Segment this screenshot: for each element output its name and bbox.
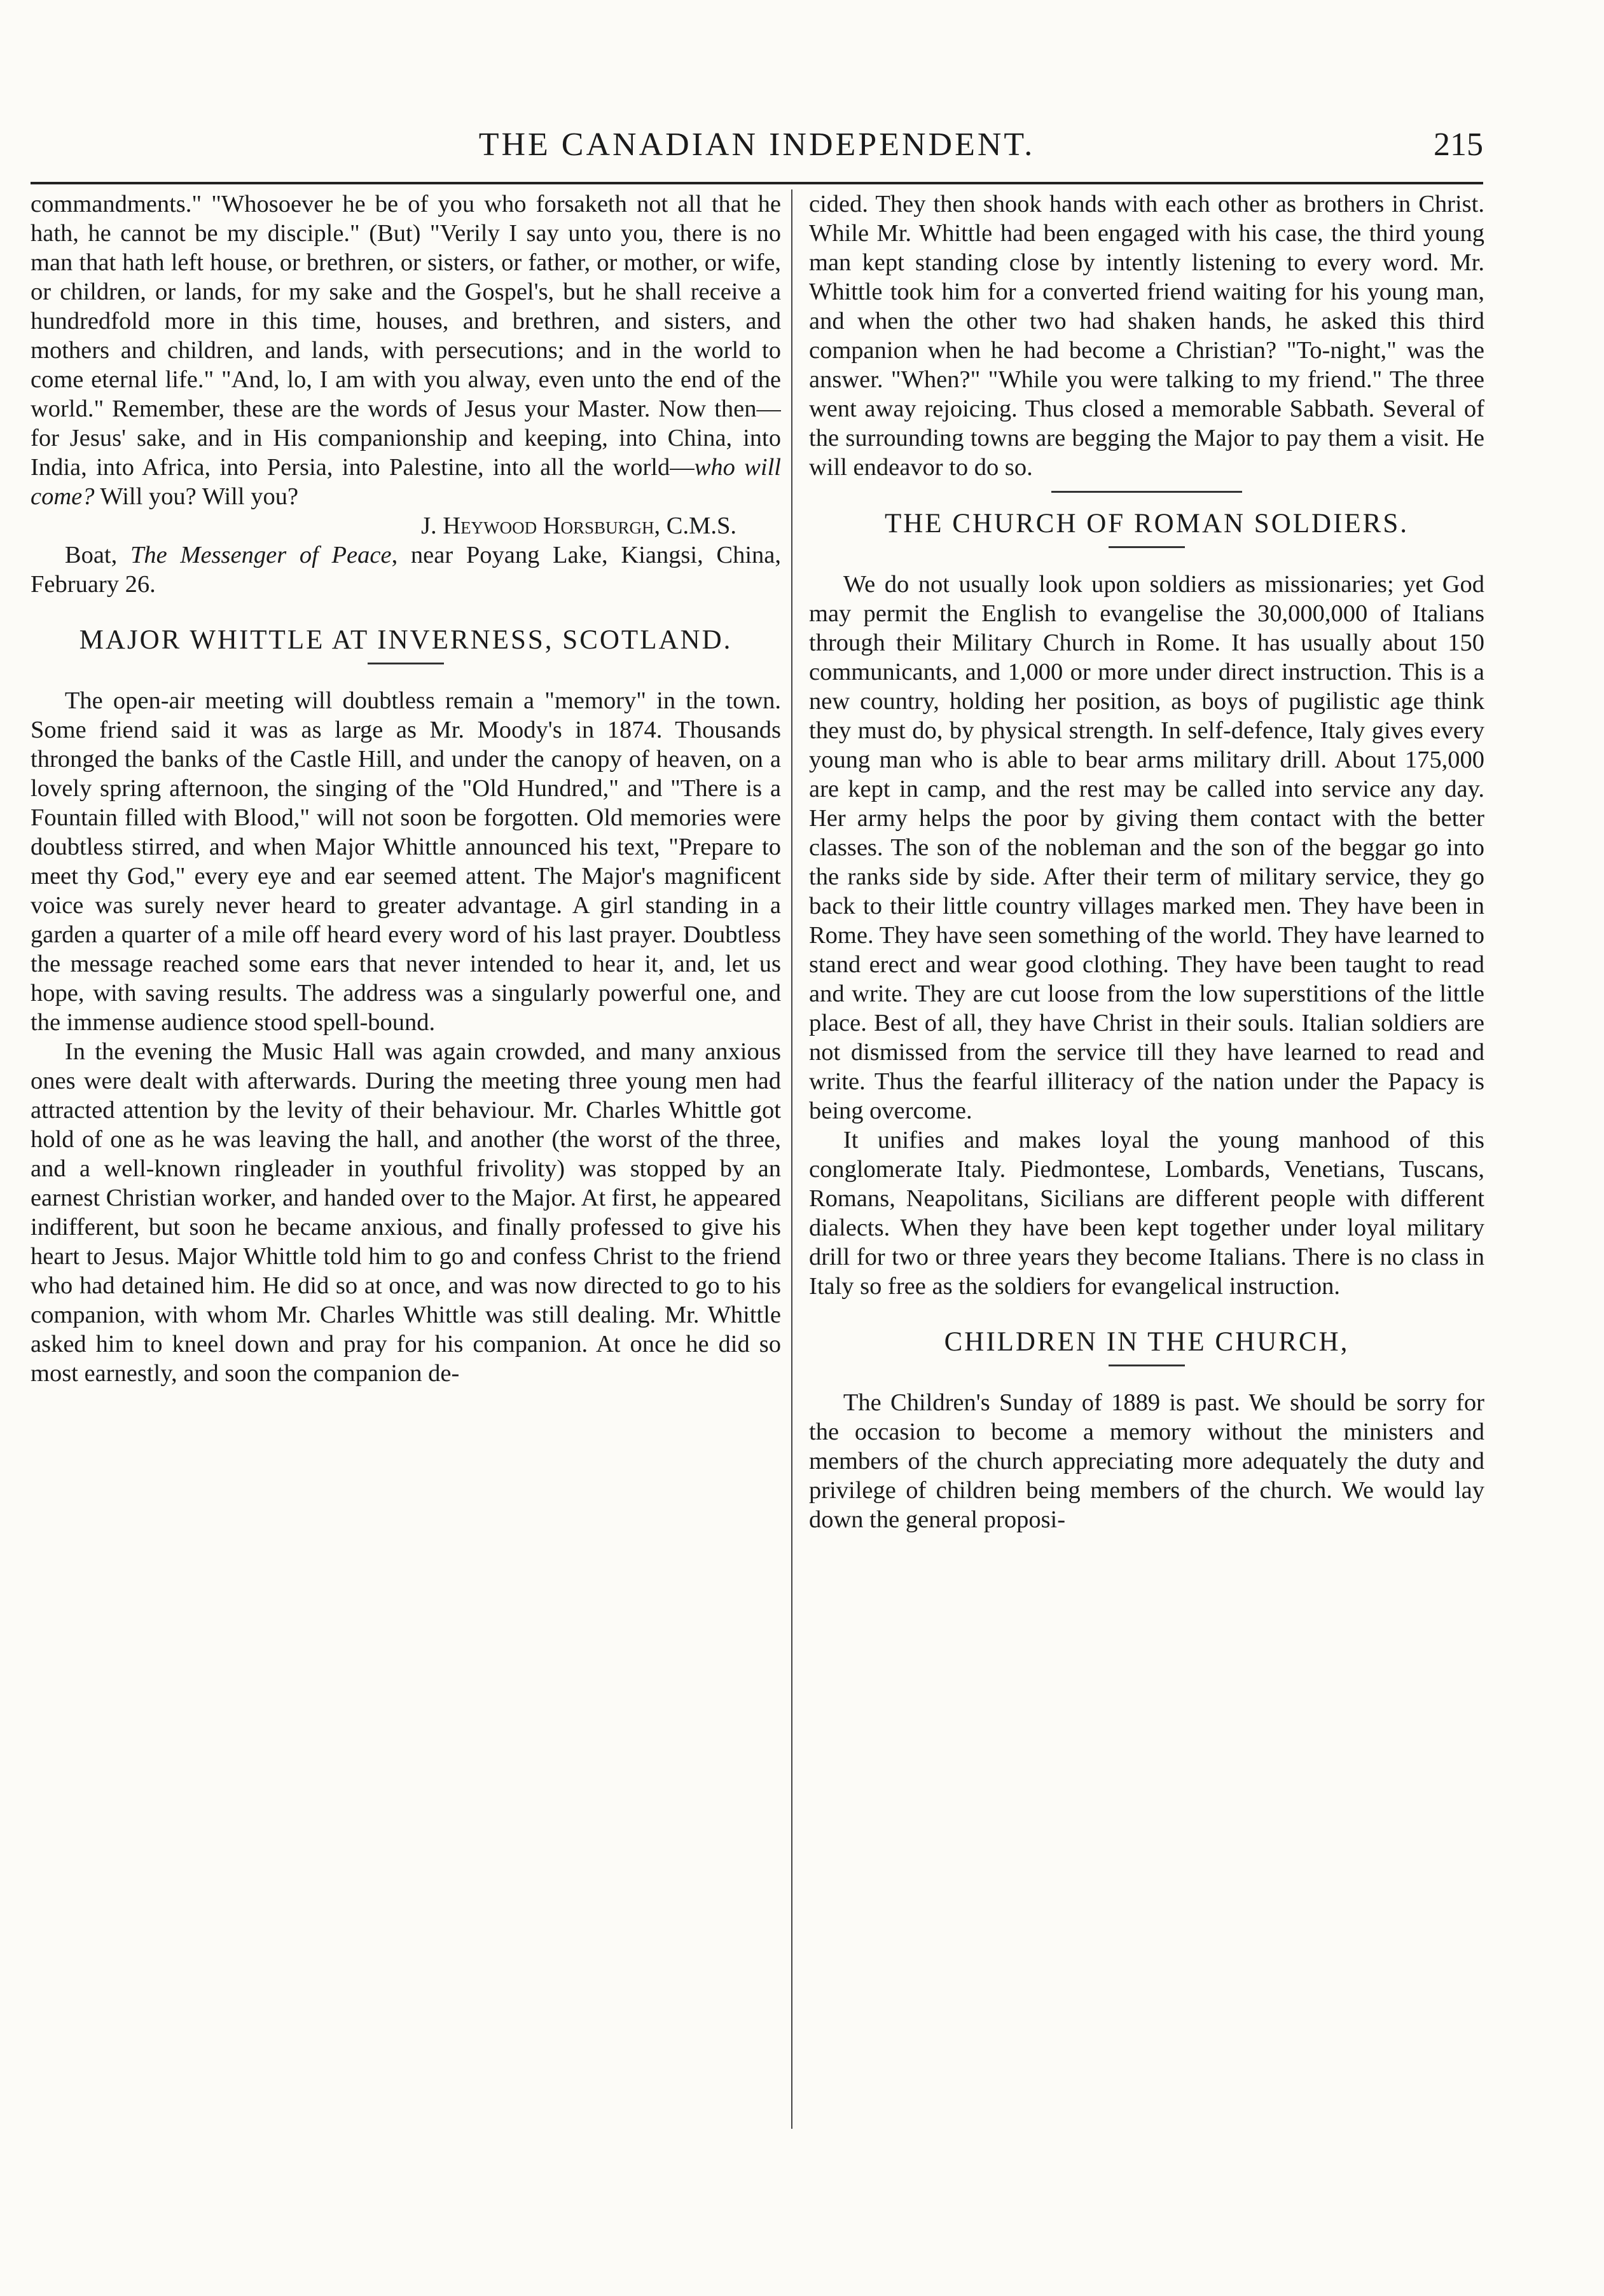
headline-major-whittle: MAJOR WHITTLE AT INVERNESS, SCOTLAND. xyxy=(79,625,733,655)
article-paragraph: The Children's Sunday of 1889 is past. We should be sorry for the occasion to become a memory without the ministers and members of the church appreciating more adequately the duty and privilege of children being members of the church. We would lay down the general proposi- xyxy=(809,1389,1484,1533)
column-divider xyxy=(791,189,792,2129)
article-paragraph: cided. They then shook hands with each other as brothers in Christ. While Mr. Whittle had been engaged with his case, the third young man kept standing close by intently listening to every word. Mr. Whittle took him for a converted friend waiting for his young man, and when the other two had shaken hands, he asked this third companion when he had become a Christian? "To-night," was the answer. "When?" "While you were talking to my friend." The three went away rejoicing. Thus closed a memorable Sabbath. Several of the surrounding towns are begging the Major to pay them a visit. He will endeavor to do so. xyxy=(809,191,1484,481)
headline-children-church: CHILDREN IN THE CHURCH, xyxy=(944,1327,1350,1357)
page-number: 215 xyxy=(1434,127,1483,163)
headline-rule xyxy=(368,663,444,664)
right-column xyxy=(809,189,1484,2224)
continuation-end: Will you? Will you? xyxy=(94,483,299,510)
publication-title: THE CANADIAN INDEPENDENT. xyxy=(478,127,1035,163)
headline-rule xyxy=(1109,546,1185,548)
article-paragraph: It unifies and makes loyal the young manhood of this conglomerate Italy. Piedmontese, Lombards, Venetians, Tuscans, Romans, Neapolitans, Sicilians are different people with different dialects. When they have been kept together under loyal military drill for two or three years they become Italians. There is no class in Italy so free as the soldiers for evangelical instruction. xyxy=(809,1127,1484,1300)
left-column xyxy=(31,189,781,2224)
article-continuation xyxy=(31,189,781,511)
section-separator xyxy=(1051,491,1242,493)
headline-rule xyxy=(1109,1365,1185,1366)
page-header xyxy=(31,121,1483,178)
author-signature: J. Heywood Horsburgh, C.M.S. xyxy=(421,512,736,539)
continuation-text: commandments." "Whosoever he be of you who forsaketh not all that he hath, he cannot be my disciple." (But) "Verily I say unto you, there is no man that hath left house, or brethren, or sisters, or father, or mother, or wife, or children, or lands, for my sake and the Gospel's, but he shall receive a hundredfold more in this time, houses, and brethren, and sisters, and mothers and children, and lands, with persecutions; and in the world to come eternal life." "And, lo, I am with you alway, even unto the end of the world." Remember, these are the words of Jesus your Master. Now then—for Jesus' sake, and in His companionship and keeping, into China, into India, into Africa, into Persia, into Palestine, into all the world— xyxy=(31,191,781,481)
header-rule xyxy=(31,182,1483,184)
article-paragraph: We do not usually look upon soldiers as missionaries; yet God may permit the English to evangelise the 30,000,000 of Italians through their Military Church in Rome. It has usually about 150 communicants, and 1,000 or more under direct instruction. This is a new country, holding her position, as boys of pugilistic age think they must do, by physical strength. In self-defence, Italy gives every young man who is able to bear arms military drill. About 175,000 are kept in camp, and the rest may be called into service any day. Her army helps the poor by giving them contact with the better classes. The son of the nobleman and the son of the beggar go into the ranks side by side. After their term of military service, they go back to their little country villages marked men. They have been in Rome. They have seen something of the world. They have learned to stand erect and wear good clothing. They have been taught to read and write. They are cut loose from the low superstitions of the little place. Best of all, they have Christ in their souls. Italian soldiers are not dismissed from the service till they have learned to read and write. Thus the fearful illiteracy of the nation under the Papacy is being overcome. xyxy=(809,571,1484,1124)
headline-roman-soldiers: THE CHURCH OF ROMAN SOLDIERS. xyxy=(884,509,1409,539)
article-paragraph: The open-air meeting will doubtless remain a "memory" in the town. Some friend said it was as large as Mr. Moody's in 1874. Thousands thronged the banks of the Castle Hill, and under the canopy of heaven, on a lovely spring afternoon, the singing of the "Old Hundred," and "There is a Fountain filled with Blood," will not soon be forgotten. Old memories were doubtless stirred, and when Major Whittle announced his text, "Prepare to meet thy God," every eye and ear seemed attent. The Major's magnificent voice was surely never heard to greater advantage. A girl standing in a garden a quarter of a mile off heard every word of his last prayer. Doubtless the message reached some ears that never intended to hear it, and, let us hope, with saving results. The address was a singularly powerful one, and the immense audience stood spell-bound. xyxy=(31,687,781,1036)
boat-name: The Messenger of Peace xyxy=(130,542,392,568)
dateline-prefix: Boat, xyxy=(64,542,130,568)
article-paragraph: In the evening the Music Hall was again crowded, and many anxious ones were dealt with afterwards. During the meeting three young men had attracted attention by the levity of their behaviour. Mr. Charles Whittle got hold of one as he was leaving the hall, and another (the worst of the three, and a well-known ringleader in youthful frivolity) was stopped by an earnest Christian worker, and handed over to the Major. At first, he appeared indifferent, but soon he became anxious, and finally professed to give his heart to Jesus. Major Whittle told him to go and confess Christ to the friend who had detained him. He did so at once, and was now directed to go to his companion, with whom Mr. Charles Whittle was still dealing. Mr. Whittle asked him to kneel down and pray for his companion. At once he did so most earnestly, and soon the companion de- xyxy=(31,1038,781,1387)
continuation-italic: who will come? xyxy=(31,454,781,510)
dateline xyxy=(31,540,781,599)
dateline-suffix: , near Poyang Lake, Kiangsi, China, February 26. xyxy=(31,542,781,598)
